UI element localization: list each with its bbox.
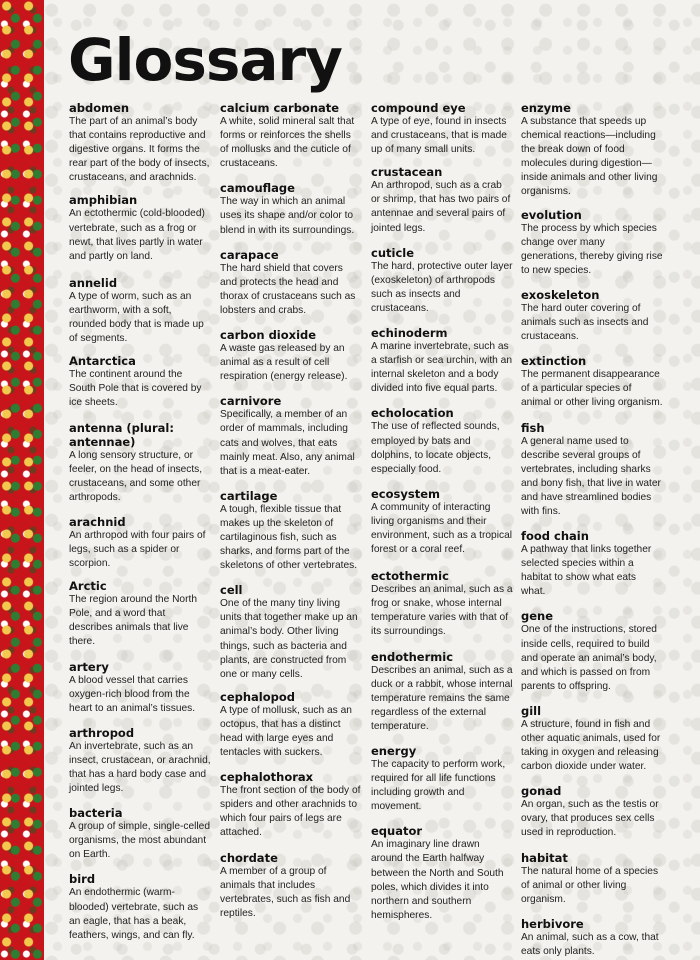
glossary-definition: A marine invertebrate, such as a starfish or sea urchin, with an internal skeleton and a body divided into five equal parts. <box>371 341 512 395</box>
glossary-entry <box>521 704 663 774</box>
glossary-term: camouflage <box>220 181 295 196</box>
glossary-term: calcium carbonate <box>220 101 340 115</box>
glossary-term: carnivore <box>220 394 282 409</box>
glossary-term: carbon dioxide <box>220 328 317 343</box>
glossary-entry <box>371 101 513 157</box>
glossary-entry <box>371 744 513 814</box>
glossary-term: gonad <box>521 784 562 799</box>
glossary-entry <box>69 354 211 410</box>
glossary-entry <box>220 101 362 171</box>
glossary-term: ecosystem <box>371 486 440 501</box>
glossary-entry <box>69 193 211 263</box>
glossary-term: bird <box>69 872 96 887</box>
glossary-entry <box>220 328 362 384</box>
glossary-definition: One of the instructions, stored inside cells, required to build and operate an animal’s body, and which is passed on from parents to offspring. <box>521 624 657 692</box>
glossary-term: carapace <box>220 247 279 262</box>
glossary-entry <box>220 770 362 840</box>
glossary-definition: The natural home of a species of animal or other living organism. <box>521 865 659 905</box>
glossary-column-3 <box>371 101 513 923</box>
glossary-entry <box>220 583 362 682</box>
glossary-entry <box>69 579 211 649</box>
glossary-entry <box>69 872 211 942</box>
glossary-definition: The capacity to perform work, required for all life functions including growth and movement. <box>371 759 506 813</box>
glossary-definition: The front section of the body of spiders and other arachnids to which four pairs of legs are attached. <box>220 785 361 839</box>
glossary-term: arthropod <box>69 725 135 740</box>
glossary-entry <box>371 326 513 396</box>
glossary-entry <box>371 650 513 734</box>
glossary-definition: The way in which an animal uses its shape and/or color to blend in with its surroundings. <box>220 196 355 236</box>
glossary-entry <box>220 248 362 318</box>
glossary-definition: A general name used to describe several groups of vertebrates, including sharks and bony fish, that live in water and have streamlined bodies with fins. <box>521 435 661 517</box>
glossary-definition: A pathway that links together selected species within a habitat to show what eats what. <box>521 544 652 598</box>
glossary-term: energy <box>371 744 417 758</box>
page-title: Glossary <box>68 26 342 94</box>
glossary-term: echinoderm <box>371 326 448 341</box>
glossary-entry <box>69 660 211 716</box>
glossary-definition: An arthropod, such as a crab or shrimp, that has two pairs of antennae and several pairs of jointed legs. <box>371 180 511 234</box>
decorative-animal-strip <box>0 0 44 960</box>
glossary-definition: The region around the North Pole, and a word that describes animals that live there. <box>69 594 197 648</box>
glossary-entry <box>371 246 513 316</box>
glossary-definition: The hard, protective outer layer (exoskeleton) of arthropods such as insects and crustaceans. <box>371 260 513 314</box>
glossary-term: equator <box>371 824 423 839</box>
glossary-term: arachnid <box>69 514 126 529</box>
glossary-entry <box>220 690 362 760</box>
glossary-term: cephalothorax <box>220 770 314 785</box>
glossary-definition: The part of an animal’s body that contains reproductive and digestive organs. It forms the rear part of the body of insects, crustaceans, and arachnids. <box>69 116 210 184</box>
glossary-entry <box>220 181 362 237</box>
glossary-definition: An imaginary line drawn around the Earth halfway between the North and South poles, which divides it into northern and southern hemispheres. <box>371 839 504 921</box>
glossary-term: Antarctica <box>69 354 136 369</box>
glossary-definition: An arthropod with four pairs of legs, such as a spider or scorpion. <box>69 529 206 570</box>
glossary-entry <box>69 276 211 346</box>
glossary-term: evolution <box>521 207 582 222</box>
glossary-definition: A waste gas released by an animal as a result of cell respiration (energy release). <box>220 343 348 383</box>
glossary-definition: Describes an animal, such as a duck or a rabbit, whose internal temperature remains the same regardless of the external temperature. <box>371 664 513 732</box>
glossary-entry <box>521 784 663 840</box>
glossary-definition: A structure, found in fish and other aquatic animals, used for taking in oxygen and releasing carbon dioxide under water. <box>521 718 661 773</box>
glossary-term: bacteria <box>69 806 123 821</box>
glossary-entry <box>371 165 513 235</box>
glossary-term: antenna (plural: antennae) <box>69 420 174 449</box>
glossary-entry <box>521 288 663 344</box>
glossary-term: gill <box>521 703 542 718</box>
glossary-definition: A tough, flexible tissue that makes up the skeleton of cartilaginous fish, such as sharks, and forms part of the skeletons of other vertebrates. <box>220 503 358 572</box>
glossary-definition: A long sensory structure, or feeler, on the head of insects, crustaceans, and some other arthropods. <box>69 449 203 503</box>
glossary-term: artery <box>69 659 109 674</box>
glossary-column-2 <box>220 101 362 921</box>
glossary-definition: An organ, such as the testis or ovary, that produces sex cells used in reproduction. <box>521 799 659 839</box>
glossary-term: habitat <box>521 850 568 865</box>
glossary-definition: A type of mollusk, such as an octopus, that has a distinct head with large eyes and tentacles with suckers. <box>220 704 352 759</box>
glossary-term: crustacean <box>371 165 443 180</box>
glossary-term: echolocation <box>371 406 454 421</box>
glossary-entry <box>371 569 513 639</box>
glossary-entry <box>69 726 211 796</box>
glossary-definition: One of the many tiny living units that together make up an animal’s body. Other living things, such as bacteria and plants, are constructed from one or many cells. <box>220 598 358 680</box>
glossary-term: chordate <box>220 850 278 865</box>
glossary-entry <box>371 406 513 476</box>
glossary-entry <box>69 806 211 862</box>
glossary-definition: A member of a group of animals that includes vertebrates, such as fish and reptiles. <box>220 865 351 919</box>
glossary-entry <box>521 529 663 599</box>
glossary-term: annelid <box>69 275 118 290</box>
glossary-definition: A community of interacting living organisms and their environment, such as a tropical forest or a coral reef. <box>371 501 512 556</box>
glossary-definition: A substance that speeds up chemical reactions—including the break down of food molecules during digestion—inside animals and other living organisms. <box>521 116 658 198</box>
glossary-term: cephalopod <box>220 689 296 704</box>
glossary-entry <box>521 917 663 959</box>
glossary-entry <box>521 208 663 278</box>
glossary-entry <box>220 394 362 478</box>
glossary-term: exoskeleton <box>521 287 600 302</box>
glossary-definition: Describes an animal, such as a frog or snake, whose internal temperature varies with that of its surroundings. <box>371 584 513 638</box>
glossary-term: enzyme <box>521 101 571 115</box>
glossary-entry <box>69 101 211 185</box>
glossary-definition: The continent around the South Pole that is covered by ice sheets. <box>69 369 202 409</box>
glossary-definition: An animal, such as a cow, that eats only plants. <box>521 931 659 957</box>
glossary-definition: An invertebrate, such as an insect, crustacean, or arachnid, that has a hard body case and jointed legs. <box>69 740 211 795</box>
glossary-definition: The hard outer covering of animals such as insects and crustaceans. <box>521 302 649 343</box>
glossary-term: herbivore <box>521 916 584 931</box>
glossary-definition: A group of simple, single-celled organisms, the most abundant on Earth. <box>69 821 211 861</box>
glossary-term: abdomen <box>69 101 130 115</box>
glossary-entry <box>521 354 663 410</box>
glossary-definition: The use of reflected sounds, employed by bats and dolphins, to locate objects, especially food. <box>371 421 500 475</box>
glossary-entry <box>521 101 663 200</box>
glossary-entry <box>371 487 513 557</box>
glossary-entry <box>371 824 513 923</box>
glossary-entry <box>521 609 663 693</box>
glossary-term: cartilage <box>220 488 278 503</box>
glossary-definition: A type of eye, found in insects and crustaceans, that is made up of many small units. <box>371 116 507 156</box>
glossary-entry <box>220 489 362 573</box>
glossary-definition: The process by which species change over many generations, thereby giving rise to new species. <box>521 222 663 276</box>
glossary-column-1 <box>69 101 211 943</box>
glossary-definition: A type of worm, such as an earthworm, with a soft, rounded body that is made up of segments. <box>69 290 204 345</box>
glossary-term: compound eye <box>371 101 466 115</box>
glossary-term: amphibian <box>69 193 138 208</box>
glossary-term: cell <box>220 583 243 598</box>
glossary-definition: A white, solid mineral salt that forms or reinforces the shells of mollusks and the cuticle of crustaceans. <box>220 116 355 170</box>
glossary-entry <box>521 421 663 520</box>
glossary-entry <box>220 851 362 921</box>
glossary-term: Arctic <box>69 579 107 594</box>
glossary-definition: Specifically, a member of an order of mammals, including cats and wolves, that eats mainly meat. Also, any animal that is a meat-eater. <box>220 409 355 477</box>
glossary-definition: The permanent disappearance of a particular species of animal or other living organism. <box>521 369 663 409</box>
glossary-entry <box>69 515 211 571</box>
glossary-definition: An endothermic (warm-blooded) vertebrate, such as an eagle, that has a beak, feathers, wings, and can fly. <box>69 887 199 941</box>
glossary-term: extinction <box>521 354 587 369</box>
glossary-term: fish <box>521 420 545 435</box>
glossary-definition: The hard shield that covers and protects the head and thorax of crustaceans such as lobsters and crabs. <box>220 262 356 316</box>
glossary-term: ectothermic <box>371 569 449 584</box>
glossary-entry <box>69 421 211 505</box>
glossary-term: food chain <box>521 529 589 544</box>
glossary-term: cuticle <box>371 245 415 260</box>
glossary-column-4 <box>521 101 663 959</box>
glossary-definition: An ectothermic (cold-blooded) vertebrate, such as a frog or newt, that lives partly in water and partly on land. <box>69 208 205 262</box>
glossary-entry <box>521 851 663 907</box>
glossary-term: endothermic <box>371 649 454 664</box>
glossary-definition: A blood vessel that carries oxygen-rich blood from the heart to an animal’s tissues. <box>69 674 196 714</box>
glossary-term: gene <box>521 609 554 624</box>
